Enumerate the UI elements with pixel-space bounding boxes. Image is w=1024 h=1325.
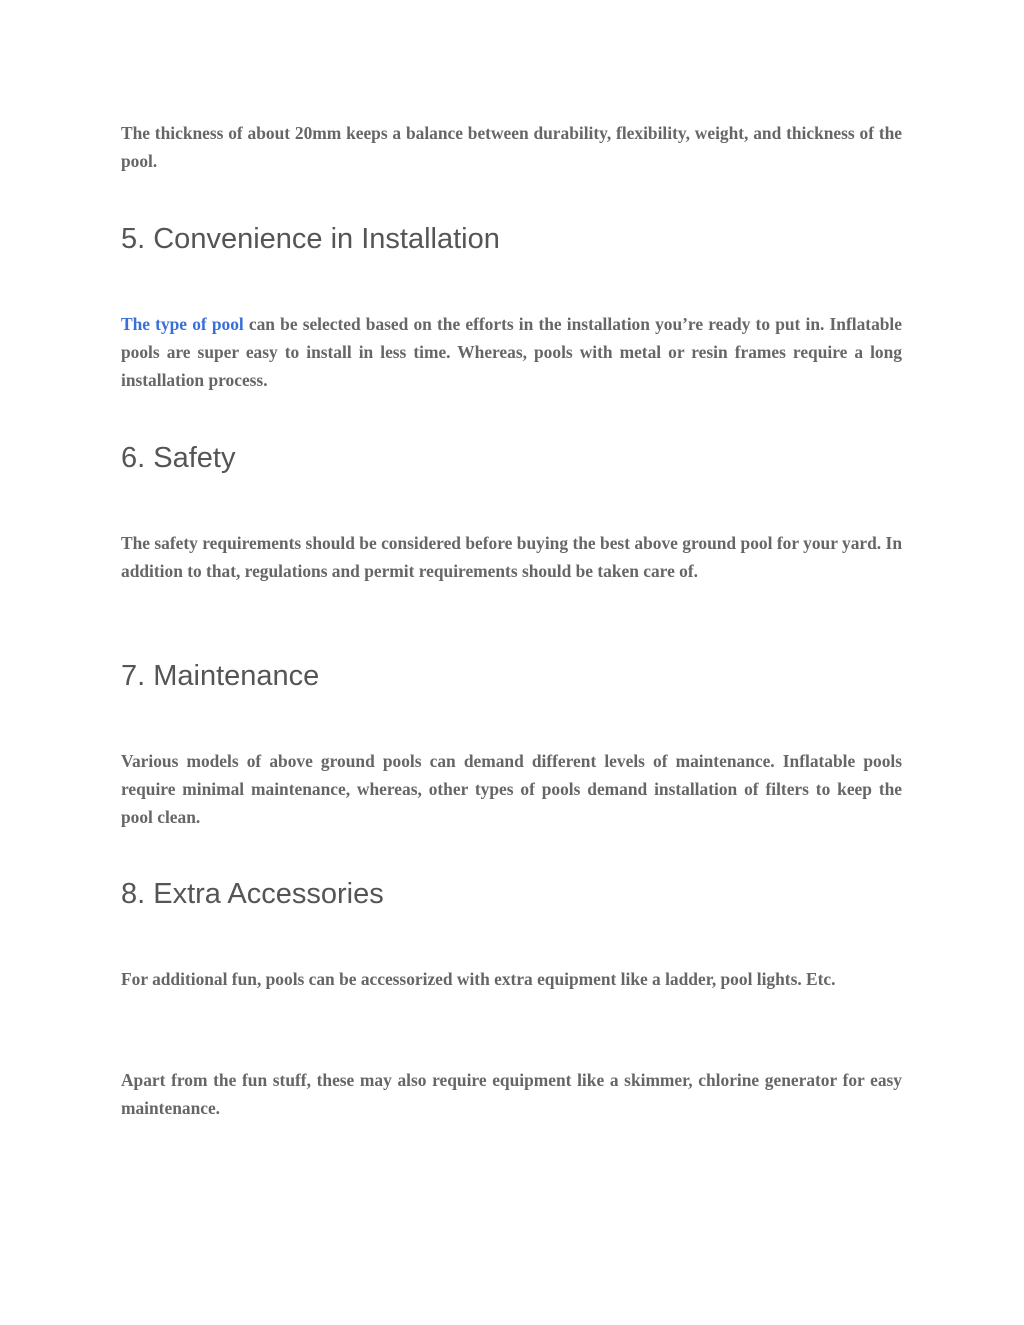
intro-paragraph: The thickness of about 20mm keeps a balance between durability, flexibility, weight, and thickness of the pool. (121, 123, 902, 171)
paragraph-extra-accessories: For additional fun, pools can be accessorized with extra equipment like a ladder, pool lights. Etc. (121, 969, 836, 989)
heading-extra-accessories: 8. Extra Accessories (121, 878, 384, 910)
heading-convenience-installation: 5. Convenience in Installation (121, 223, 500, 255)
paragraph-convenience-installation-text: can be selected based on the efforts in the installation you’re ready to put in. Inflatable pools are super easy to install in less time. Whereas, pools with metal or resin frames require a long installation process. (121, 314, 902, 390)
heading-maintenance: 7. Maintenance (121, 660, 320, 692)
paragraph-convenience-installation (121, 310, 902, 394)
paragraph-safety: The safety requirements should be considered before buying the best above ground pool for your yard. In addition to that, regulations and permit requirements should be taken care of. (121, 533, 902, 581)
heading-safety: 6. Safety (121, 442, 236, 474)
paragraph-maintenance: Various models of above ground pools can demand different levels of maintenance. Inflatable pools require minimal maintenance, whereas, other types of pools demand installation of filters to keep the pool clean. (121, 751, 902, 827)
type-of-pool-link[interactable]: The type of pool (121, 314, 244, 334)
paragraph-extra-accessories-2: Apart from the fun stuff, these may also require equipment like a skimmer, chlorine generator for easy maintenance. (121, 1070, 902, 1118)
